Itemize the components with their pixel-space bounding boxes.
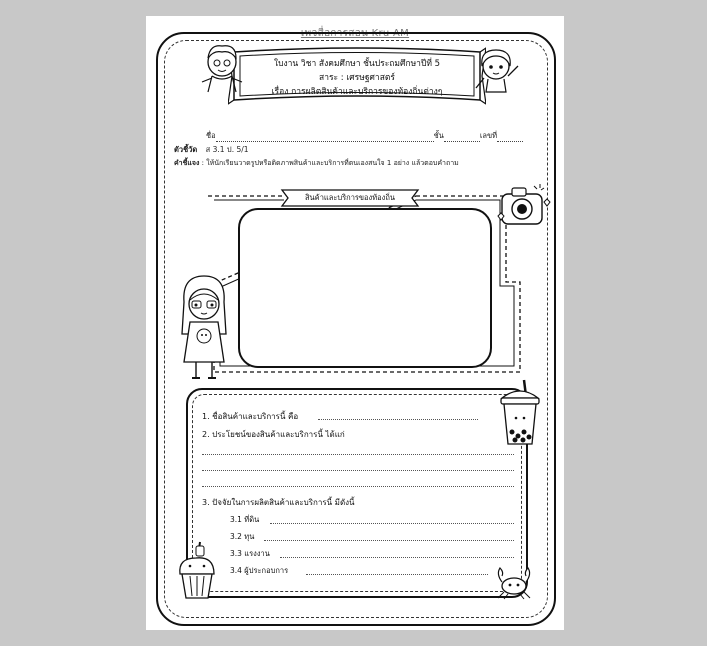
picture-drawing-area[interactable] (238, 208, 492, 368)
name-field[interactable] (216, 133, 434, 142)
product-section-label: สินค้าและบริการของท้องถิ่น (304, 193, 396, 202)
title-banner (228, 44, 486, 108)
indicator-value: ส 3.1 ป. 5/1 (205, 145, 249, 154)
sub-question-3-2: 3.2 ทุน (230, 532, 255, 541)
watermark: เพจสื่อการสอน Kru AM (300, 28, 410, 39)
banner-text (228, 57, 486, 99)
number-label: เลขที่ (479, 131, 498, 140)
answer-3-1-line[interactable] (270, 523, 514, 524)
bubble-tea-icon (496, 378, 544, 450)
indicator-label: ตัวชี้วัด (174, 145, 198, 154)
student-info-line (206, 130, 523, 142)
instruction-label: คำชี้แจง (174, 159, 200, 167)
sub-question-3-4: 3.4 ผู้ประกอบการ (230, 566, 289, 575)
camera-icon (496, 182, 552, 234)
answer-3-2-line[interactable] (264, 540, 514, 541)
answer-3-4-line[interactable] (306, 574, 488, 575)
answer-3-3-line[interactable] (280, 557, 514, 558)
sub-question-3-1: 3.1 ที่ดิน (230, 515, 260, 524)
header-line-1: ใบงาน วิชา สังคมศึกษา ชั้นประถมศึกษาปีที่ 5 (273, 59, 441, 69)
question-2: 2. ประโยชน์ของสินค้าและบริการนี้ ได้แก่ (202, 430, 345, 439)
name-label: ชื่อ (206, 131, 216, 140)
doll-girl-icon (176, 272, 234, 382)
boy-character-icon (198, 42, 246, 94)
answer-2-line-2[interactable] (202, 470, 514, 471)
instruction-text: : ให้นักเรียนวาดรูปหรือติดภาพสินค้าและบริการที่ตนเองสนใจ 1 อย่าง แล้วตอบคำถาม (201, 159, 459, 167)
header-line-2: สาระ : เศรษฐศาสตร์ (319, 73, 395, 83)
sub-question-3-3: 3.3 แรงงาน (230, 549, 270, 558)
answer-dashed-border (192, 394, 522, 592)
answer-1-line[interactable] (318, 419, 478, 420)
answer-2-line-3[interactable] (202, 486, 514, 487)
question-1-text: 1. ชื่อสินค้าและบริการนี้ คือ (202, 412, 299, 421)
worksheet-page (146, 16, 564, 630)
girl-character-icon (472, 44, 522, 94)
header-line-3: เรื่อง การผลิตสินค้าและบริการของท้องถิ่นต่างๆ (271, 87, 443, 97)
indicator-line (174, 144, 249, 156)
answer-2-line-1[interactable] (202, 454, 514, 455)
instruction-line (174, 158, 459, 169)
question-1 (202, 410, 298, 423)
question-3: 3. ปัจจัยในการผลิตสินค้าและบริการนี้ มีดังนี้ (202, 498, 355, 507)
crab-icon (494, 564, 534, 600)
cupcake-icon (176, 540, 218, 602)
number-field[interactable] (497, 133, 523, 142)
class-label: ชั้น (433, 131, 444, 140)
class-field[interactable] (444, 133, 480, 142)
